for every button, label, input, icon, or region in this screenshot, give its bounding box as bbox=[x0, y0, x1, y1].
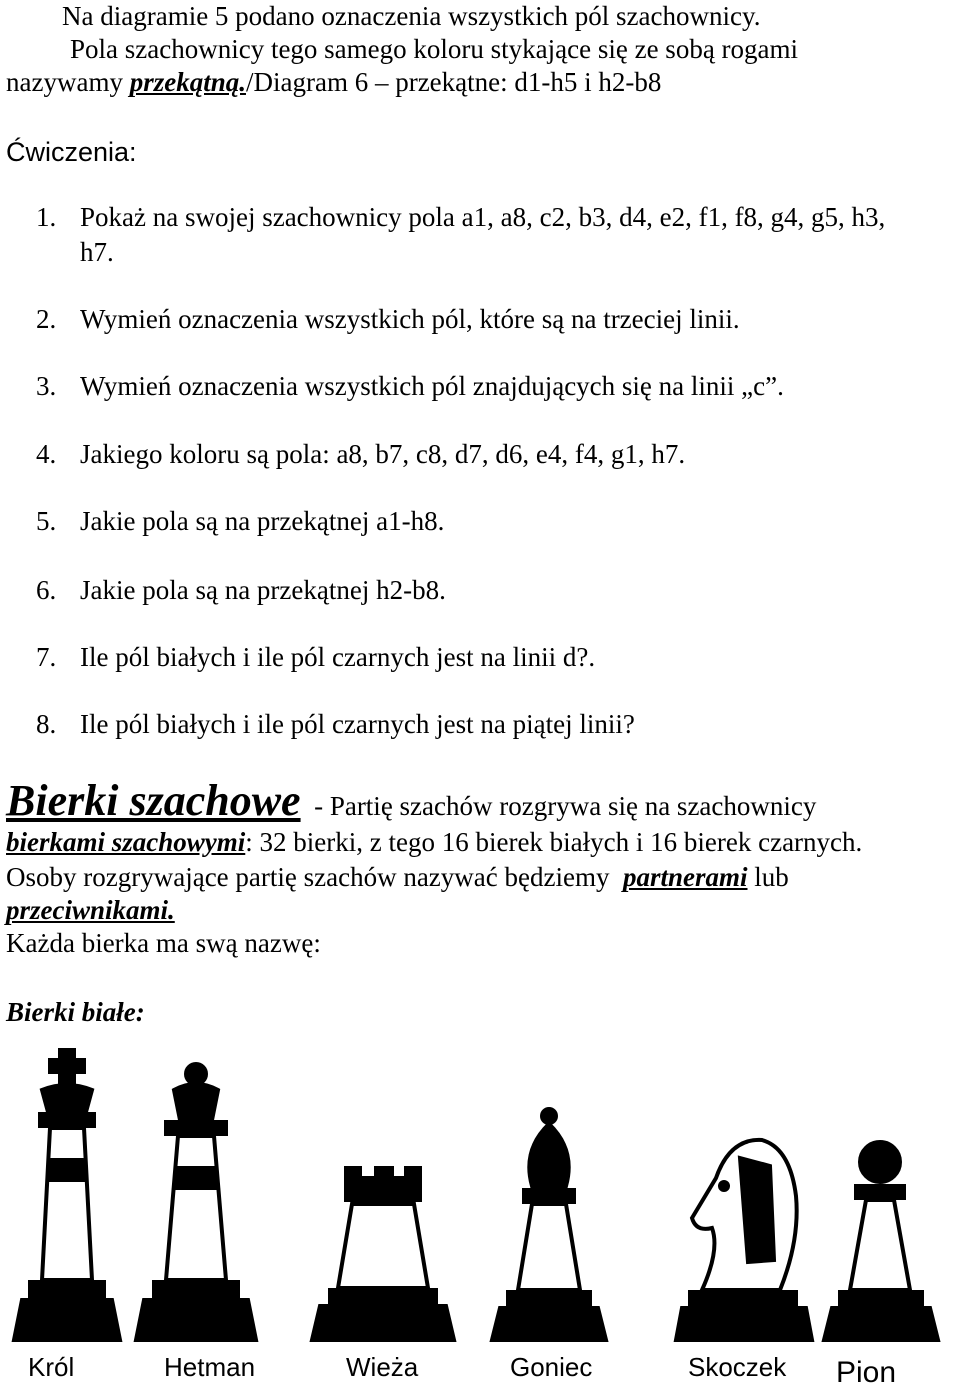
exercise-8 bbox=[36, 708, 635, 740]
knight-icon bbox=[676, 1140, 812, 1340]
exercise-7 bbox=[36, 641, 595, 673]
exercise-number: 8. bbox=[36, 709, 57, 739]
pieces-line-3 bbox=[6, 861, 789, 893]
exercise-3 bbox=[36, 370, 784, 402]
intro-line-3 bbox=[6, 66, 661, 98]
intro-line-3-pre: nazywamy bbox=[6, 67, 130, 97]
rook-icon bbox=[312, 1168, 454, 1340]
pieces-line-3-pre: Osoby rozgrywające partię szachów nazywać będziemy bbox=[6, 862, 623, 892]
exercise-text: Pokaż na swojej szachownicy pola a1, a8, c2, b3, d4, e2, f1, f8, g4, g5, h3, bbox=[80, 202, 886, 232]
exercise-number: 1. bbox=[36, 202, 57, 232]
exercise-number: 6. bbox=[36, 575, 57, 605]
exercise-number: 7. bbox=[36, 642, 57, 672]
exercise-text: Wymień oznaczenia wszystkich pól znajdujących się na linii „c”. bbox=[80, 371, 784, 401]
exercise-1 bbox=[36, 201, 885, 233]
pieces-line-2-rest: : 32 bierki, z tego 16 bierek białych i 16 bierek czarnych. bbox=[245, 827, 863, 857]
exercise-number: 4. bbox=[36, 439, 57, 469]
label-wieza: Wieża bbox=[346, 1352, 419, 1382]
intro-line-3-post: /Diagram 6 – przekątne: d1-h5 i h2-b8 bbox=[245, 67, 662, 97]
exercise-2 bbox=[36, 303, 740, 335]
pieces-line-5: Każda bierka ma swą nazwę: bbox=[6, 928, 321, 958]
term-partnerzy: partnerami bbox=[622, 862, 748, 892]
exercise-6 bbox=[36, 574, 446, 606]
label-goniec: Goniec bbox=[510, 1352, 593, 1382]
exercise-text: Jakie pola są na przekątnej a1-h8. bbox=[80, 506, 445, 536]
label-krol: Król bbox=[28, 1352, 75, 1382]
bishop-icon bbox=[492, 1109, 606, 1340]
exercises-heading: Ćwiczenia: bbox=[6, 137, 137, 167]
white-pieces-heading: Bierki białe: bbox=[6, 997, 145, 1027]
pieces-intro-line bbox=[6, 776, 816, 831]
white-pieces-illustration bbox=[0, 1040, 960, 1397]
intro-line-2: Pola szachownicy tego samego koloru stykające się ze sobą rogami bbox=[70, 34, 799, 64]
pieces-line-2 bbox=[6, 826, 862, 858]
pieces-line-3-post: lub bbox=[747, 862, 789, 892]
label-hetman: Hetman bbox=[164, 1352, 256, 1382]
pawn-icon bbox=[824, 1142, 938, 1340]
section-title-rest: - Partię szachów rozgrywa się na szachownicy bbox=[300, 791, 817, 821]
queen-icon bbox=[136, 1064, 256, 1340]
exercise-number: 2. bbox=[36, 304, 57, 334]
exercise-text: Jakie pola są na przekątnej h2-b8. bbox=[80, 575, 446, 605]
term-bierki: bierkami szachowymi bbox=[6, 827, 246, 857]
king-icon bbox=[14, 1050, 120, 1340]
term-przekatna: przekątną. bbox=[129, 67, 246, 97]
label-skoczek: Skoczek bbox=[688, 1352, 787, 1382]
label-pion: Pion bbox=[836, 1356, 897, 1389]
exercise-number: 5. bbox=[36, 506, 57, 536]
intro-line-1: Na diagramie 5 podano oznaczenia wszystkich pól szachownicy. bbox=[62, 1, 761, 31]
exercise-text: Ile pól białych i ile pól czarnych jest na linii d?. bbox=[80, 642, 596, 672]
exercise-number: 3. bbox=[36, 371, 57, 401]
exercise-5 bbox=[36, 505, 444, 537]
term-przeciwnicy: przeciwnikami. bbox=[6, 895, 175, 925]
exercise-text: Jakiego koloru są pola: a8, b7, c8, d7, d6, e4, f4, g1, h7. bbox=[80, 439, 686, 469]
exercise-1-continuation: h7. bbox=[80, 237, 114, 267]
exercise-text: Wymień oznaczenia wszystkich pól, które są na trzeciej linii. bbox=[80, 304, 740, 334]
exercise-4 bbox=[36, 438, 685, 470]
section-title: Bierki szachowe bbox=[6, 776, 301, 825]
exercise-text: Ile pól białych i ile pól czarnych jest na piątej linii? bbox=[80, 709, 635, 739]
